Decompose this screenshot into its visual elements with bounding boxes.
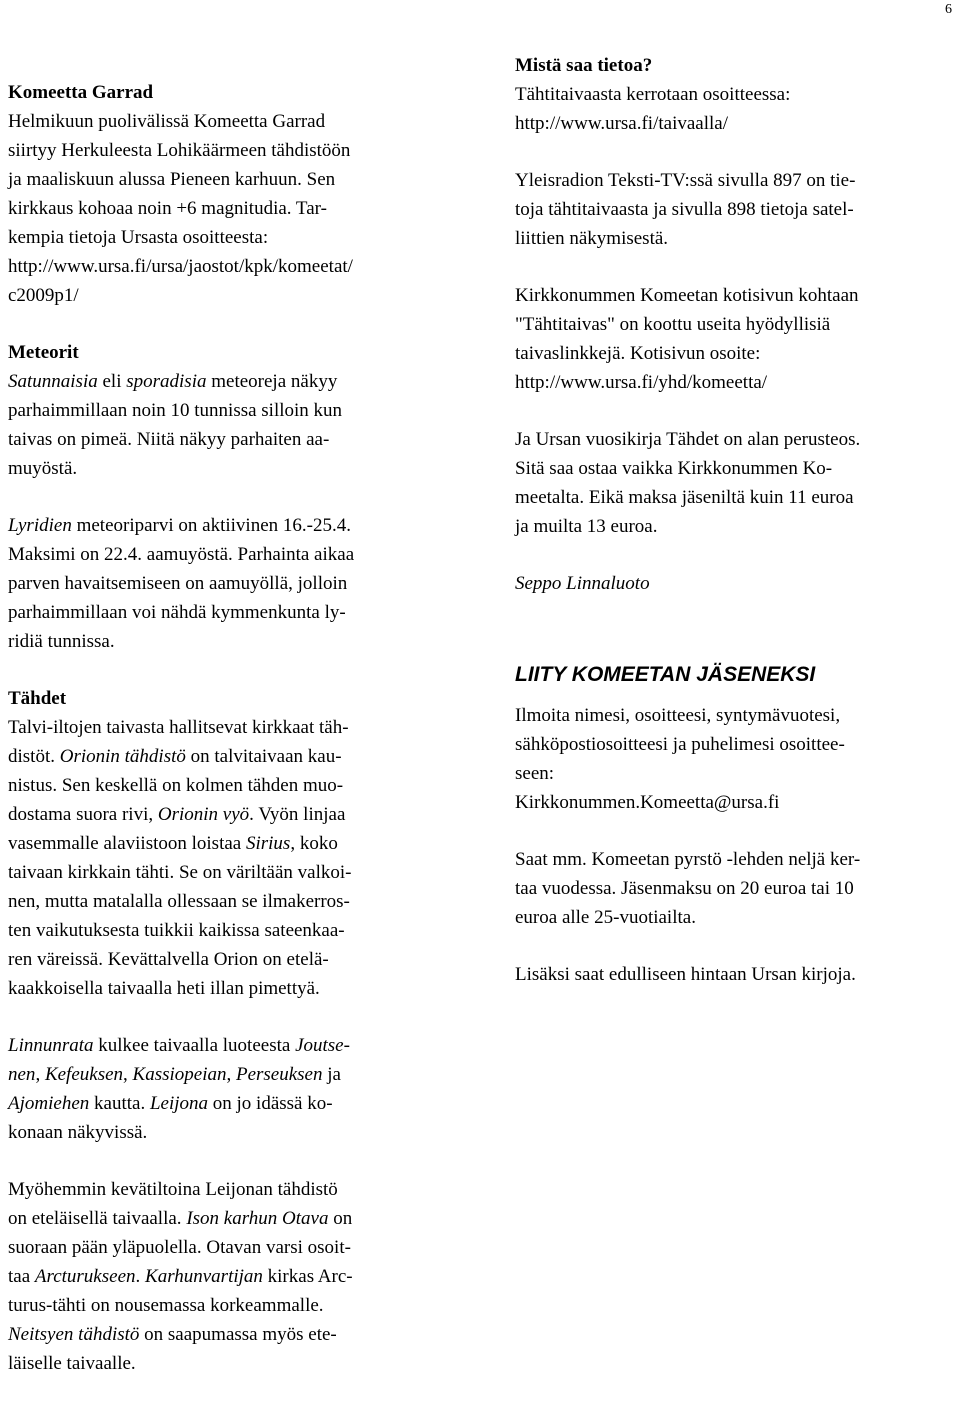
section-title: Mistä saa tietoa? bbox=[515, 55, 653, 76]
section-mista-saa-tietoa bbox=[515, 51, 955, 138]
text-line: "Tähtitaivas" on koottu useita hyödyllisiä bbox=[515, 314, 831, 335]
text-line: seen: bbox=[515, 763, 555, 784]
text-line: ja muilta 13 euroa. bbox=[515, 516, 658, 537]
text-line: ridiä tunnissa. bbox=[8, 631, 115, 652]
text-line: Maksimi on 22.4. aamuyöstä. Parhainta aikaa bbox=[8, 544, 355, 565]
text-line bbox=[8, 800, 458, 829]
italic-term: Sirius bbox=[245, 833, 291, 854]
italic-term: Neitsyen tähdistö bbox=[8, 1324, 140, 1345]
right-column bbox=[515, 51, 955, 1017]
text-line: muyöstä. bbox=[8, 458, 78, 479]
section-kevat bbox=[8, 1175, 458, 1378]
text-line: euroa alle 25-vuotiailta. bbox=[515, 907, 696, 928]
text-line: Myöhemmin kevätiltoina Leijonan tähdistö bbox=[8, 1179, 338, 1200]
text-line bbox=[8, 1204, 458, 1233]
text-line: läiselle taivaalle. bbox=[8, 1353, 136, 1374]
text-line bbox=[8, 1031, 458, 1060]
text-line: Ja Ursan vuosikirja Tähdet on alan perusteos. bbox=[515, 429, 861, 450]
text-line: konaan näkyvissä. bbox=[8, 1122, 148, 1143]
text-line: toja tähtitaivaasta ja sivulla 898 tietoja satel- bbox=[515, 199, 854, 220]
italic-term: Orionin vyö bbox=[157, 804, 250, 825]
url-line: c2009p1/ bbox=[8, 285, 79, 306]
text-line: ten vaikutuksesta tuikkii kaikissa sateenkaa- bbox=[8, 920, 345, 941]
text-line: Sitä saa ostaa vaikka Kirkkonummen Ko- bbox=[515, 458, 833, 479]
italic-term: Linnunrata bbox=[8, 1035, 94, 1056]
text-line: Tähtitaivaasta kerrotaan osoitteessa: bbox=[515, 84, 791, 105]
text-run: on jo idässä ko- bbox=[208, 1093, 333, 1114]
italic-term: Lyridien bbox=[8, 515, 72, 536]
section-lyridit bbox=[8, 511, 458, 656]
text-line: Talvi-iltojen taivasta hallitsevat kirkkaat täh- bbox=[8, 717, 349, 738]
italic-term: Orionin tähdistö bbox=[59, 746, 186, 767]
email-line: Kirkkonummen.Komeetta@ursa.fi bbox=[515, 792, 780, 813]
author-name: Seppo Linnaluoto bbox=[515, 573, 650, 594]
url-line: http://www.ursa.fi/ursa/jaostot/kpk/komeetat/ bbox=[8, 256, 353, 277]
italic-term: Kassiopeian bbox=[132, 1064, 227, 1085]
text-line: suoraan pään yläpuolella. Otavan varsi osoit- bbox=[8, 1237, 351, 1258]
text-run: meteoreja näkyy bbox=[206, 371, 338, 392]
text-line bbox=[8, 1060, 458, 1089]
text-line bbox=[8, 1262, 458, 1291]
section-komeetta-garrad bbox=[8, 78, 458, 310]
text-line bbox=[8, 367, 458, 396]
text-line: Yleisradion Teksti-TV:ssä sivulla 897 on tie- bbox=[515, 170, 856, 191]
italic-term: Satunnaisia bbox=[8, 371, 98, 392]
text-run: , bbox=[123, 1064, 133, 1085]
text-line: taivaan kirkkain tähti. Se on väriltään valkoi- bbox=[8, 862, 352, 883]
text-run: vasemmalle alaviistoon loistaa bbox=[8, 833, 246, 854]
italic-term: Arcturukseen bbox=[34, 1266, 136, 1287]
text-run: dostama suora rivi, bbox=[8, 804, 158, 825]
text-run: eli bbox=[97, 371, 127, 392]
text-line: meetalta. Eikä maksa jäseniltä kuin 11 euroa bbox=[515, 487, 854, 508]
text-run: . Vyön linjaa bbox=[249, 804, 346, 825]
text-run: kulkee taivaalla luoteesta bbox=[93, 1035, 296, 1056]
section-meteorit bbox=[8, 338, 458, 483]
section-title: Komeetta Garrad bbox=[8, 82, 154, 103]
text-run: taa bbox=[8, 1266, 35, 1287]
text-run: meteoriparvi on aktiivinen 16.-25.4. bbox=[71, 515, 351, 536]
text-line: taivas on pimeä. Niitä näkyy parhaiten aa- bbox=[8, 429, 330, 450]
section-title: Meteorit bbox=[8, 342, 79, 363]
text-run: on talvitaivaan kau- bbox=[185, 746, 342, 767]
italic-term: Karhunvartijan bbox=[145, 1266, 263, 1287]
text-line: liittien näkymisestä. bbox=[515, 228, 669, 249]
text-run: distöt. bbox=[8, 746, 60, 767]
books-paragraph bbox=[515, 960, 955, 989]
text-line bbox=[8, 1320, 458, 1349]
url-line: http://www.ursa.fi/taivaalla/ bbox=[515, 113, 728, 134]
join-paragraph bbox=[515, 701, 955, 817]
text-line: taivaslinkkejä. Kotisivun osoite: bbox=[515, 343, 761, 364]
text-line bbox=[8, 742, 458, 771]
section-linnunrata bbox=[8, 1031, 458, 1147]
section-liity-jaseneksi bbox=[515, 660, 955, 989]
italic-term: Ajomiehen bbox=[8, 1093, 90, 1114]
url-line: http://www.ursa.fi/yhd/komeetta/ bbox=[515, 372, 768, 393]
text-run: kautta. bbox=[89, 1093, 150, 1114]
text-line: kirkkaus kohoaa noin +6 magnitudia. Tar- bbox=[8, 198, 327, 219]
text-run: , bbox=[226, 1064, 236, 1085]
text-line bbox=[8, 829, 458, 858]
text-line: kempia tietoja Ursasta osoitteesta: bbox=[8, 227, 269, 248]
text-line: ren väreissä. Kevättalvella Orion on etelä- bbox=[8, 949, 329, 970]
text-line: nen, mutta matalalla ollessaan se ilmakerros- bbox=[8, 891, 350, 912]
section-vuosikirja bbox=[515, 425, 955, 541]
text-line: nistus. Sen keskellä on kolmen tähden muo- bbox=[8, 775, 344, 796]
italic-term: Joutse- bbox=[295, 1035, 350, 1056]
text-line: sähköpostiosoitteesi ja puhelimesi osoittee- bbox=[515, 734, 845, 755]
italic-term: Ison karhun Otava bbox=[186, 1208, 329, 1229]
text-line: kaakkoisella taivaalla heti illan pimettyä. bbox=[8, 978, 320, 999]
text-line bbox=[8, 1089, 458, 1118]
text-line: Ilmoita nimesi, osoitteesi, syntymävuotesi, bbox=[515, 705, 841, 726]
text-run: , koko bbox=[290, 833, 338, 854]
section-kotisivu bbox=[515, 281, 955, 397]
text-run: ja bbox=[322, 1064, 341, 1085]
join-heading: LIITY KOMEETAN JÄSENEKSI bbox=[515, 663, 816, 686]
text-line: ja maaliskuun alussa Pieneen karhuun. Sen bbox=[8, 169, 336, 190]
text-line: parven havaitsemiseen on aamuyöllä, jolloin bbox=[8, 573, 348, 594]
membership-paragraph bbox=[515, 845, 955, 932]
text-run: on eteläisellä taivaalla. bbox=[8, 1208, 187, 1229]
text-line: parhaimmillaan noin 10 tunnissa silloin kun bbox=[8, 400, 343, 421]
left-column bbox=[8, 78, 458, 1406]
text-line: parhaimmillaan voi nähdä kymmenkunta ly- bbox=[8, 602, 346, 623]
italic-term: Kefeuksen bbox=[44, 1064, 124, 1085]
italic-term: nen bbox=[8, 1064, 36, 1085]
text-run: , bbox=[35, 1064, 45, 1085]
text-line: Kirkkonummen Komeetan kotisivun kohtaan bbox=[515, 285, 859, 306]
text-line bbox=[8, 511, 458, 540]
text-line: siirtyy Herkuleesta Lohikäärmeen tähdistöön bbox=[8, 140, 351, 161]
page-number: 6 bbox=[945, 2, 952, 17]
section-tahdet bbox=[8, 684, 458, 1003]
text-line: Helmikuun puolivälissä Komeetta Garrad bbox=[8, 111, 326, 132]
text-line: taa vuodessa. Jäsenmaksu on 20 euroa tai 10 bbox=[515, 878, 854, 899]
signature bbox=[515, 569, 955, 598]
text-line: Lisäksi saat edulliseen hintaan Ursan kirjoja. bbox=[515, 964, 856, 985]
text-run: kirkas Arc- bbox=[262, 1266, 353, 1287]
section-teksti-tv bbox=[515, 166, 955, 253]
italic-term: Perseuksen bbox=[235, 1064, 323, 1085]
text-line: turus-tähti on nousemassa korkeammalle. bbox=[8, 1295, 324, 1316]
text-run: on saapumassa myös ete- bbox=[139, 1324, 337, 1345]
section-title: Tähdet bbox=[8, 688, 67, 709]
italic-term: Leijona bbox=[149, 1093, 209, 1114]
text-run: . bbox=[135, 1266, 146, 1287]
italic-term: sporadisia bbox=[126, 371, 207, 392]
text-run: on bbox=[328, 1208, 353, 1229]
text-line: Saat mm. Komeetan pyrstö -lehden neljä ker- bbox=[515, 849, 861, 870]
